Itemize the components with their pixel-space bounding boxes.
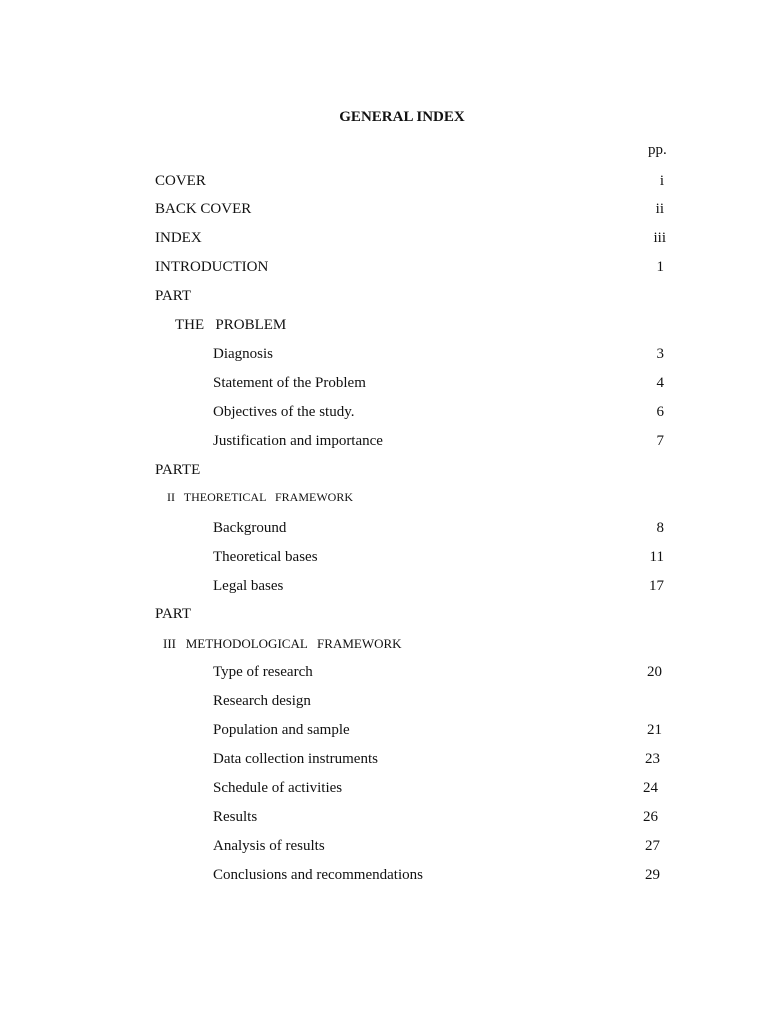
entry-page: iii (653, 230, 666, 246)
entry-page: 26 (643, 809, 658, 825)
index-entry-cover (0, 173, 768, 193)
entry-label: Research design (213, 693, 311, 709)
entry-page: 7 (656, 433, 664, 449)
entry-label: BACK COVER (155, 201, 252, 217)
index-entry-results (0, 809, 768, 829)
entry-page: ii (655, 201, 664, 217)
index-entry-back-cover (0, 201, 768, 221)
entry-page: i (659, 173, 664, 189)
index-entry-type-of-research (0, 664, 768, 684)
entry-label: Data collection instruments (213, 751, 378, 767)
index-entry-conclusions (0, 867, 768, 887)
entry-label: Diagnosis (213, 346, 273, 362)
index-entry-theoretical-bases (0, 549, 768, 569)
entry-page: 4 (656, 375, 664, 391)
entry-label: Theoretical bases (213, 549, 318, 565)
entry-label: Justification and importance (213, 433, 383, 449)
entry-page: 23 (645, 751, 660, 767)
index-entry-objectives (0, 404, 768, 424)
entry-page: 1 (656, 259, 664, 275)
entry-label: Objectives of the study. (213, 404, 355, 420)
index-entry-schedule (0, 780, 768, 800)
index-entry-introduction (0, 259, 768, 279)
entry-page: 3 (656, 346, 664, 362)
index-entry-the-problem (0, 317, 768, 337)
entry-label: Population and sample (213, 722, 350, 738)
entry-label: Type of research (213, 664, 313, 680)
entry-label: INTRODUCTION (155, 259, 269, 275)
entry-page: 8 (656, 520, 664, 536)
index-entry-legal-bases (0, 578, 768, 598)
index-entry-diagnosis (0, 346, 768, 366)
entry-label: Conclusions and recommendations (213, 867, 423, 883)
entry-page: 24 (643, 780, 658, 796)
index-entry-part-1 (0, 288, 768, 308)
index-entry-parte (0, 462, 768, 482)
entry-label: II THEORETICAL FRAMEWORK (167, 490, 353, 504)
entry-page: 21 (647, 722, 662, 738)
index-entry-part-3 (0, 606, 768, 626)
entry-label: Results (213, 809, 258, 825)
entry-page: 29 (645, 867, 660, 883)
pages-column-header: pp. (648, 142, 667, 158)
index-entry-methodological-framework (0, 636, 768, 656)
entry-label: INDEX (155, 230, 202, 246)
page-title: GENERAL INDEX (339, 109, 465, 125)
index-entry-research-design (0, 693, 768, 713)
entry-label: Background (213, 520, 287, 536)
entry-label: Analysis of results (213, 838, 325, 854)
entry-label: PART (155, 606, 192, 622)
entry-label: COVER (155, 173, 206, 189)
entry-label: III METHODOLOGICAL FRAMEWORK (163, 636, 402, 651)
index-entry-analysis (0, 838, 768, 858)
entry-label: PARTE (155, 462, 201, 478)
index-entry-statement (0, 375, 768, 395)
entry-page: 17 (649, 578, 664, 594)
index-entry-background (0, 520, 768, 540)
index-entry-instruments (0, 751, 768, 771)
entry-label: PART (155, 288, 192, 304)
entry-label: THE PROBLEM (175, 317, 287, 333)
entry-label: Legal bases (213, 578, 284, 594)
entry-page: 6 (656, 404, 664, 420)
index-entry-index (0, 230, 768, 250)
index-entry-population (0, 722, 768, 742)
entry-label: Statement of the Problem (213, 375, 366, 391)
entry-page: 11 (649, 549, 664, 565)
index-entry-theoretical-framework (0, 490, 768, 510)
entry-page: 27 (645, 838, 660, 854)
entry-label: Schedule of activities (213, 780, 343, 796)
entry-page: 20 (647, 664, 662, 680)
index-entry-justification (0, 433, 768, 453)
